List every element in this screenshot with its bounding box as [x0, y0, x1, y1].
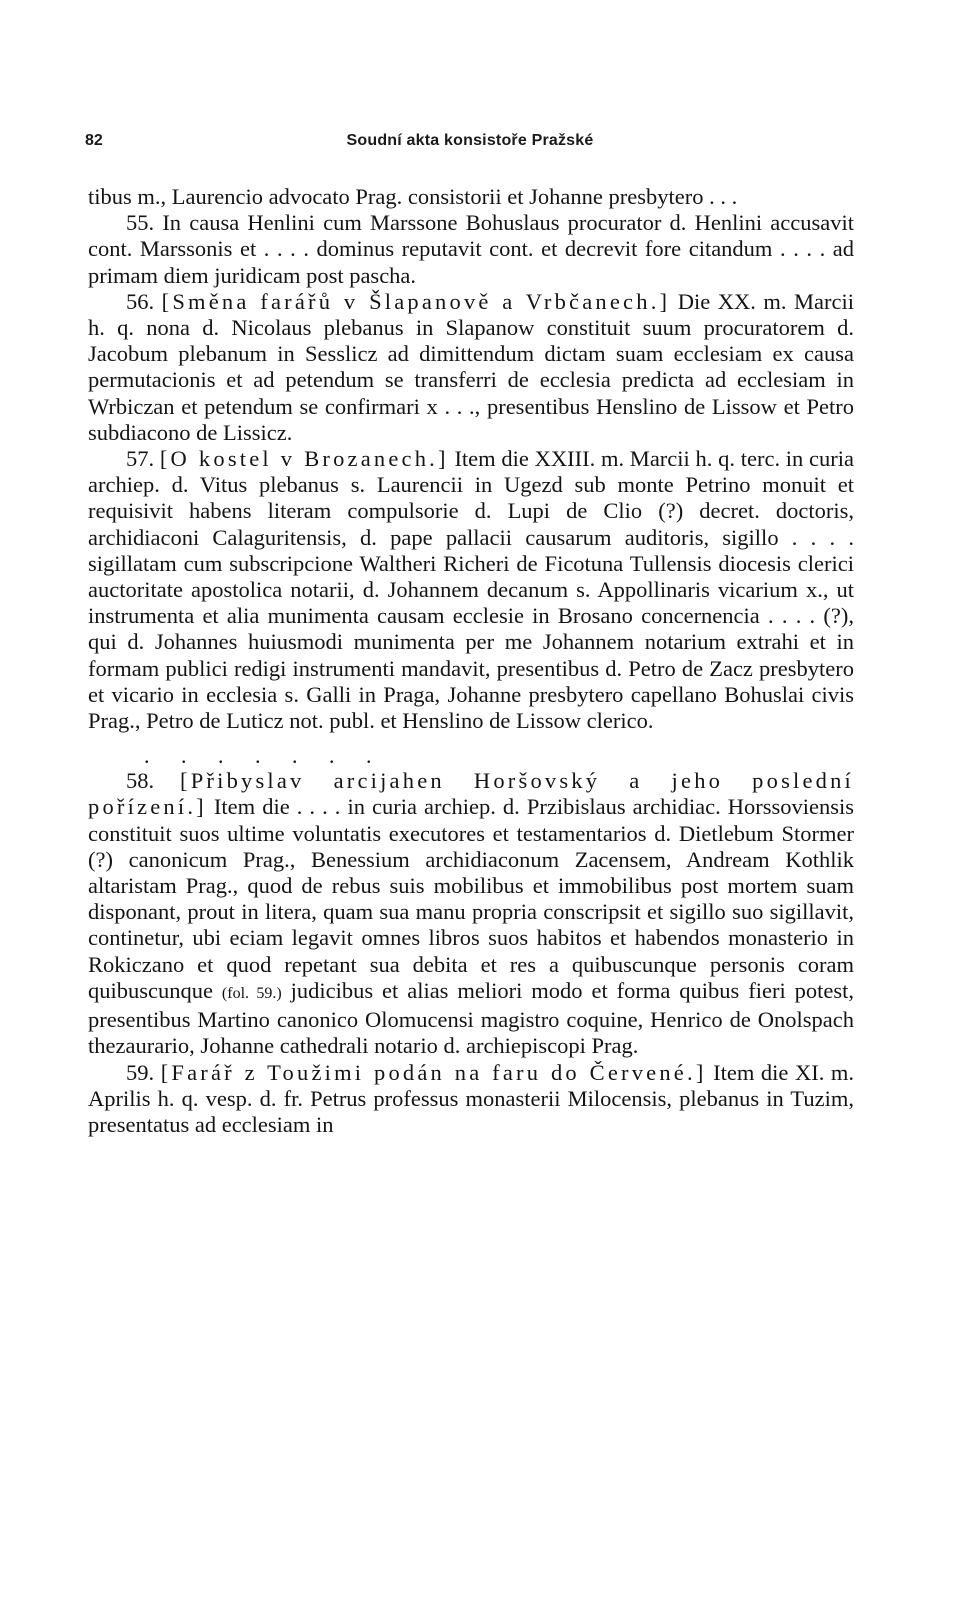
- entry-59-text: Item die XI. m. Aprilis h. q. vesp. d. fr. Petrus professus monasterii Milocensis, plebanus in Tuzim, presentatus ad ecclesiam in: [88, 1059, 855, 1137]
- entry-58: [88, 768, 854, 1059]
- running-title: Soudní akta konsistoře Pražské: [346, 132, 594, 149]
- entry-57-heading: [O kostel v Brozanech.]: [159, 446, 449, 472]
- entry-56: [88, 289, 854, 446]
- entry-56-number: 56.: [126, 288, 155, 314]
- entry-59: [88, 1060, 854, 1139]
- entry-58-heading: [Přibyslav arcijahen Horšovský a jeho poslední pořízení.]: [88, 768, 855, 820]
- entry-59-heading: [Farář z Toužimi podán na faru do Červené.]: [160, 1059, 707, 1085]
- page-header: [85, 132, 855, 156]
- entry-57-text: Item die XXIII. m. Marcii h. q. terc. in curia archiep. d. Vitus plebanus s. Laurencii in Ugezd sub monte Petrino monuit et requisivit habens literam compulsorie d. Lupi de Clio (?) decret. doctoris, archidiaconi Calaguritensis, d. pape pallacii causarum auditoris, sigillo . . . . sigillatam cum subscripcione Waltheri Richeri de Ficotuna Tullensis diocesis clerici auctoritate apostolica notarii, d. Johannem decanum s. Appollinaris vicarium x., ut instrumenta et alia munimenta causam ecclesie in Brosano concernencia . . . . (?), qui d. Johannes huiusmodi munimenta per me Johannem notarium extrahi et in formam publici redigi instrumenti mandavit, presentibus d. Petro de Zacz presbytero et vicario in ecclesia s. Galli in Praga, Johanne presbytero capellano Bohuslai civis Prag., Petro de Luticz not. publ. et Henslino de Lissow clerico.: [88, 446, 854, 734]
- entry-59-number: 59.: [126, 1059, 155, 1085]
- entry-58-text-a: Item die . . . . in curia archiep. d. Przibislaus archidiac. Horssoviensis constituit suos ultime voluntatis executores et testamentarios d. Dietlebum Stormer (?) canonicum Prag., Benessium archidiaconum Zacensem, Andream Kothlik altaristam Prag., quod de rebus suis mobilibus et immobilibus post mortem suam disponant, prout in litera, quam sua manu propria conscripsit et sigillo suo sigillavit, continetur, ubi eciam legavit omnes libros suos habitos et habendos monasterio in Rokiczano et quod repetant sua debita et res a quibuscunque personis coram quibuscunque: [88, 794, 854, 1003]
- entry-56-text: Die XX. m. Marcii h. q. nona d. Nicolaus plebanus in Slapanow constituit suum procuratorem d. Jacobum plebanum in Sesslicz ad dimittendum dictam suam ecclesiam ex causa permutacionis et ad petendum se transferri de ecclesia predicta ad ecclesiam in Wrbiczan et petendum se confirmari x . . ., presentibus Henslino de Lissow et Petro subdiacono de Lissicz.: [88, 288, 854, 445]
- omission-marks: . . . . . . .: [144, 743, 385, 769]
- document-body: [88, 184, 854, 1138]
- page-number: 82: [85, 132, 103, 149]
- entry-58-text-b: judicibus et alias meliori modo et forma quibus fieri potest, presentibus Martino canonico Olomucensi magistro coquine, Henrico de Onolspach thezaurario, Johanne cathedrali notario d. archiepiscopi Prag.: [88, 977, 855, 1059]
- entry-56-heading: [Směna farářů v Šlapanově a Vrbčanech.]: [161, 288, 671, 314]
- intro-paragraph: tibus m., Laurencio advocato Prag. consistorii et Johanne presbytero . . .: [88, 184, 738, 209]
- folio-marker: (fol. 59.): [221, 984, 282, 1002]
- entry-58-number: 58.: [126, 768, 155, 794]
- entry-57: [88, 446, 854, 734]
- entry-57-number: 57.: [126, 446, 155, 472]
- entry-55: 55. In causa Henlini cum Marssone Bohuslaus procurator d. Henlini accusavit cont. Marssonis et . . . . dominus reputavit cont. et decrevit fore citandum . . . . ad primam diem juridicam post pascha.: [88, 210, 854, 288]
